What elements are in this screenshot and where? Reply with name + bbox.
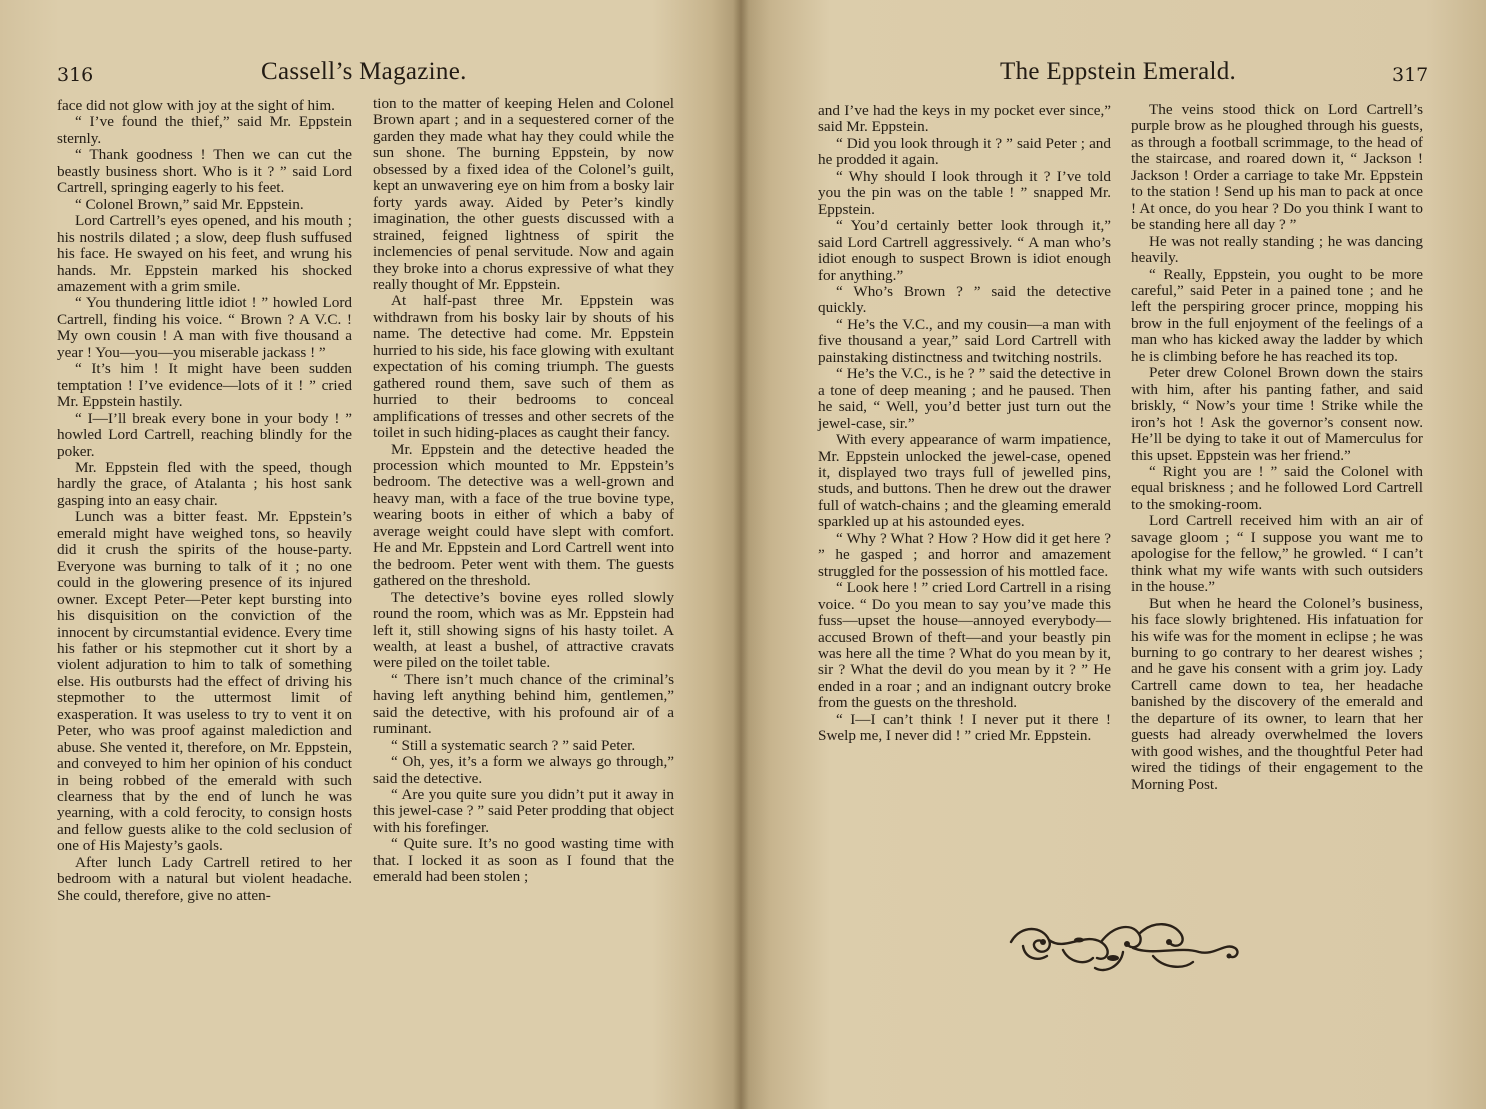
paragraph: “ Really, Eppstein, you ought to be more careful,” said Peter in a pained tone ; and he left the perspiring grocer prince, mopping his brow in the full enjoyment of the feelings of a man who has kicked away the ladder by which he is climbing before he has reached its top. bbox=[1131, 265, 1423, 365]
paragraph: But when he heard the Colonel’s business, his face slowly brightened. His infatuation for his wife was for the moment in eclipse ; he was burning to go contrary to her dearest wishes ; and he gave his consent with a grim joy. Lady Cartrell came down to tea, her headache banished by the discovery of the emerald and the departure of its owner, to learn that her guests had already overwhelmed the lovers with good wishes, and the thoughtful Peter had wired the tidings of their engagement to the Morning Post. bbox=[1131, 594, 1423, 793]
paragraph: The detective’s bovine eyes rolled slowly round the room, which was as Mr. Eppstein had left it, still showing signs of his hasty toilet. A wealth, at least a bushel, of attractive cravats were piled on the toilet table. bbox=[373, 588, 674, 672]
tailpiece-ornament-icon bbox=[1003, 912, 1243, 982]
paragraph: “ He’s the V.C., and my cousin—a man with five thousand a year,” said Lord Cartrell with painstaking distinctness and twitching nostrils. bbox=[818, 315, 1111, 366]
paragraph: tion to the matter of keeping Helen and Colonel Brown apart ; and in a sequestered corner of the garden they made what hay they could while the sun shone. The burning Eppstein, by now obsessed by a fixed idea of the Colonel’s guilt, kept an unwavering eye on him from a bosky lair forty yards away. Aided by Peter’s kindly imagination, the other guests discussed with a strained, feigned lightness of spirit the inclemencies of penal servitude. Now and again they broke into a chorus expressive of what they really thought of Mr. Eppstein. bbox=[373, 95, 674, 293]
paragraph: “ I—I’ll break every bone in your body ! ” howled Lord Cartrell, reaching blindly for the poker. bbox=[57, 409, 352, 460]
text-column bbox=[373, 96, 674, 886]
paragraph: “ I—I can’t think ! I never put it there ! Swelp me, I never did ! ” cried Mr. Eppstein. bbox=[818, 710, 1111, 745]
paragraph: “ It’s him ! It might have been sudden temptation ! I’ve evidence—lots of it ! ” cried Mr. Eppstein hastily. bbox=[57, 360, 352, 411]
paragraph: “ Look here ! ” cried Lord Cartrell in a rising voice. “ Do you mean to say you’ve made this fuss—upset the house—annoyed everybody—accused Brown of theft—and your beastly pin was here all the time ? What do you mean by it, sir ? What the devil do you mean by it ? ” He ended in a roar ; and an indignant outcry broke from the guests on the threshold. bbox=[818, 579, 1111, 712]
running-head: Cassell’s Magazine. bbox=[261, 58, 467, 85]
text-column bbox=[57, 98, 352, 904]
text-column bbox=[818, 103, 1111, 745]
paragraph: “ Oh, yes, it’s a form we always go through,” said the detective. bbox=[373, 753, 674, 787]
paragraph: Peter drew Colonel Brown down the stairs with him, after his panting father, and said briskly, “ Now’s your time ! Strike while the iron’s hot ! Ask the governor’s consent now. He’ll be dying to take it out of Mamerculus for this upset. Eppstein was her friend.” bbox=[1131, 364, 1423, 464]
paragraph: “ There isn’t much chance of the criminal’s having left anything behind him, gentlemen,” said the detective, with his profound air of a ruminant. bbox=[373, 670, 674, 738]
paragraph: “ You’d certainly better look through it,” said Lord Cartrell aggressively. “ A man who’s idiot enough to suspect Brown is idiot enough for anything.” bbox=[818, 217, 1111, 284]
paragraph: and I’ve had the keys in my pocket ever since,” said Mr. Eppstein. bbox=[818, 102, 1111, 136]
paragraph: Lord Cartrell received him with an air of savage gloom ; “ I suppose you want me to apologise for the fellow,” he growled. “ I can’t think what my wife wants with such outsiders in the house.” bbox=[1131, 512, 1423, 596]
paragraph: “ Thank goodness ! Then we can cut the beastly business short. Who is it ? ” said Lord Cartrell, springing eagerly to his feet. bbox=[57, 146, 352, 197]
running-head: The Eppstein Emerald. bbox=[1000, 58, 1237, 85]
paragraph: The veins stood thick on Lord Cartrell’s purple brow as he ploughed through his guests, as through a football scrimmage, to the head of the staircase, and roared down it, “ Jackson ! Jackson ! Order a carriage to take Mr. Eppstein to the station ! Send up his man to pack at once ! At once, do you hear ? Do you think I want to be standing here all day ? ” bbox=[1131, 101, 1423, 234]
paragraph: “ Still a systematic search ? ” said Peter. bbox=[391, 736, 636, 754]
right-page bbox=[741, 0, 1486, 1109]
paragraph: At half-past three Mr. Eppstein was withdrawn from his bosky lair by shouts of his name. The detective had come. Mr. Eppstein hurried to his side, his face glowing with exultant expectation of his coming triumph. The guests gathered round them, save such of them as hurried to their bedrooms to conceal amplifications of tresses and other secrets of the toilet in such hiding-places as caught their fancy. bbox=[373, 292, 674, 442]
paragraph: “ Who’s Brown ? ” said the detective quickly. bbox=[818, 282, 1111, 317]
page-number: 317 bbox=[1392, 64, 1429, 86]
paragraph: “ You thundering little idiot ! ” howled Lord Cartrell, finding his voice. “ Brown ? A V.C. ! My own cousin ! A man with five thousand a year ! You—you—you miserable jackass ! ” bbox=[57, 294, 352, 361]
book-gutter bbox=[733, 0, 749, 1109]
paragraph: With every appearance of warm impatience, Mr. Eppstein unlocked the jewel-case, opened it, displayed two trays full of jewelled pins, studs, and buttons. Then he drew out the drawer full of watch-chains ; and the gleaming emerald sparkled up at his astounded eyes. bbox=[818, 431, 1111, 531]
paragraph: “ He’s the V.C., is he ? ” said the detective in a tone of deep meaning ; and he paused. Then he said, “ Well, you’d better just turn out the jewel-case, sir.” bbox=[818, 365, 1111, 432]
paragraph: Mr. Eppstein fled with the speed, though hardly the grace, of Atalanta ; his host sank gasping into an easy chair. bbox=[57, 458, 352, 509]
paragraph: “ Did you look through it ? ” said Peter ; and he prodded it again. bbox=[818, 134, 1111, 169]
paragraph: He was not really standing ; he was dancing heavily. bbox=[1131, 232, 1423, 267]
paragraph: “ Colonel Brown,” said Mr. Eppstein. bbox=[75, 195, 304, 213]
paragraph: “ Are you quite sure you didn’t put it away in this jewel-case ? ” said Peter prodding that object with his forefinger. bbox=[373, 786, 674, 836]
paragraph: Lord Cartrell’s eyes opened, and his mouth ; his nostrils dilated ; a slow, deep flush suffused his face. He swayed on his feet, and wrung his hands. Mr. Eppstein marked his shocked amazement with a grim smile. bbox=[57, 212, 352, 295]
paragraph: After lunch Lady Cartrell retired to her bedroom with a natural but violent headache. She could, therefore, give no atten- bbox=[57, 853, 352, 904]
text-column bbox=[1131, 102, 1423, 793]
left-page bbox=[0, 0, 741, 1109]
paragraph: “ Why should I look through it ? I’ve told you the pin was on the table ! ” snapped Mr. Eppstein. bbox=[818, 167, 1111, 218]
paragraph: “ Quite sure. It’s no good wasting time with that. I locked it as soon as I found that the emerald had been stolen ; bbox=[373, 835, 674, 886]
paragraph: “ Why ? What ? How ? How did it get here ? ” he gasped ; and horror and amazement struggled for the possession of his mottled face. bbox=[818, 529, 1111, 580]
page-number: 316 bbox=[57, 64, 94, 86]
paragraph: “ I’ve found the thief,” said Mr. Eppstein sternly. bbox=[57, 113, 352, 147]
paragraph: Mr. Eppstein and the detective headed the procession which mounted to Mr. Eppstein’s bedroom. The detective was a well-grown and heavy man, with a face of the true bovine type, wearing boots in either of which a baby of average weight could have slept with comfort. He and Mr. Eppstein and Lord Cartrell went into the bedroom. Peter went with them. The guests gathered on the threshold. bbox=[373, 440, 674, 590]
paragraph: Lunch was a bitter feast. Mr. Eppstein’s emerald might have weighed tons, so heavily did it crush the spirits of the house-party. Everyone was burning to talk of it ; no one could in the glowering presence of its injured owner. Except Peter—Peter kept bursting into his disquisition on the conviction of the innocent by circumstantial evidence. Every time his father or his stepmother cut it short by a violent adjuration to him to talk of something else. His outbursts had the effect of driving his stepmother to the uttermost limit of exasperation. It was useless to try to vent it on Peter, who was proof against malediction and abuse. She vented it, therefore, on Mr. Eppstein, and conveyed to him her opinion of his conduct in being robbed of the emerald with such clearness that by the end of lunch he was yearning, with a cold ferocity, to consign hosts and fellow guests alike to the cold seclusion of one of His Majesty’s gaols. bbox=[57, 508, 352, 855]
paragraph: face did not glow with joy at the sight of him. bbox=[57, 97, 335, 114]
paragraph: “ Right you are ! ” said the Colonel with equal briskness ; and he followed Lord Cartrell to the smoking-room. bbox=[1131, 462, 1423, 513]
